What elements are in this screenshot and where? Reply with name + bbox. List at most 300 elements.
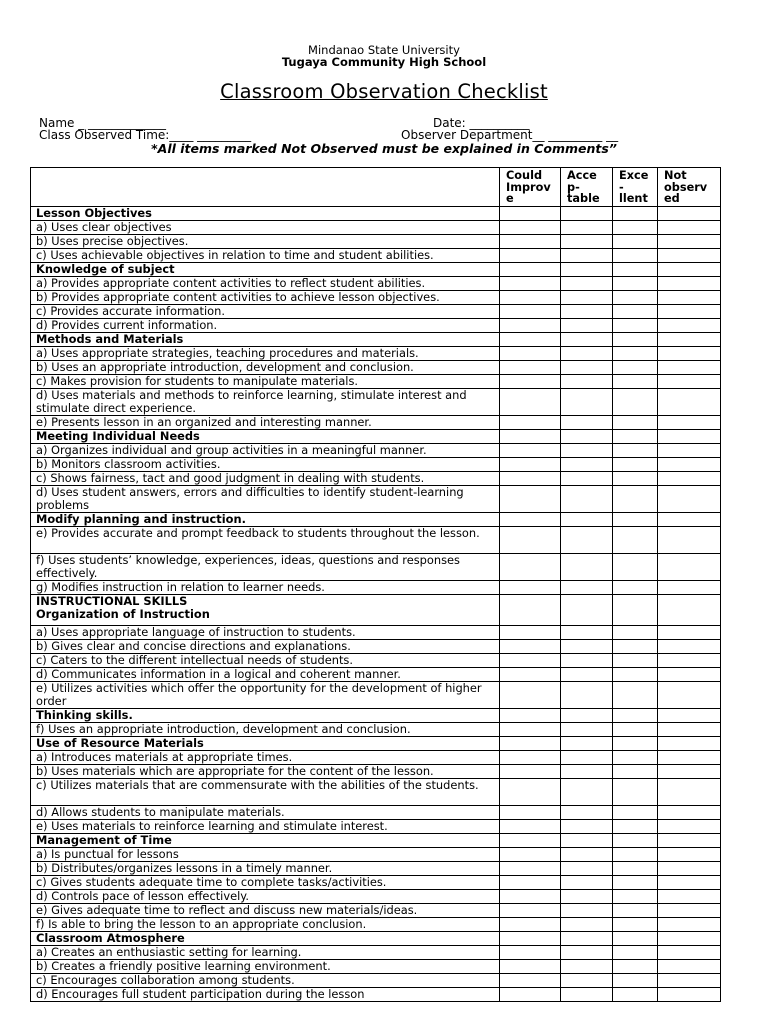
rating-cell-could-improve[interactable]	[500, 526, 561, 553]
observation-checklist-table	[30, 167, 721, 1002]
criteria-text: f) Uses students’ knowledge, experiences, ideas, questions and responses effectively.	[31, 553, 500, 580]
rating-cell-excellent	[613, 931, 658, 945]
rating-cell-excellent[interactable]	[613, 360, 658, 374]
rating-cell-acceptable[interactable]	[561, 653, 613, 667]
rating-cell-not-observed[interactable]	[658, 639, 721, 653]
criteria-row	[31, 805, 721, 819]
instruction-note: *All items marked Not Observed must be explained in Comments”	[151, 141, 617, 156]
rating-cell-excellent	[613, 833, 658, 847]
rating-cell-not-observed[interactable]	[658, 917, 721, 931]
criteria-row	[31, 917, 721, 931]
rating-cell-acceptable[interactable]	[561, 248, 613, 262]
school-name: Tugaya Community High School	[281, 55, 487, 69]
criteria-header	[31, 168, 500, 207]
criteria-row	[31, 220, 721, 234]
rating-cell-acceptable[interactable]	[561, 625, 613, 639]
section-heading: Management of Time	[31, 833, 500, 847]
rating-cell-excellent[interactable]	[613, 276, 658, 290]
rating-cell-could-improve[interactable]	[500, 625, 561, 639]
rating-cell-not-observed	[658, 429, 721, 443]
rating-cell-acceptable[interactable]	[561, 750, 613, 764]
section-heading: Knowledge of subject	[31, 262, 500, 276]
rating-cell-could-improve	[500, 262, 561, 276]
rating-cell-could-improve[interactable]	[500, 485, 561, 512]
date-field[interactable]: Date: __________	[433, 116, 530, 130]
rating-cell-could-improve[interactable]	[500, 360, 561, 374]
rating-cell-not-observed[interactable]	[658, 276, 721, 290]
page-title: Classroom Observation Checklist	[220, 80, 548, 103]
rating-cell-not-observed[interactable]	[658, 526, 721, 553]
rating-cell-not-observed[interactable]	[658, 485, 721, 512]
section-heading: INSTRUCTIONAL SKILLS Organization of Instruction	[31, 594, 500, 625]
rating-cell-could-improve[interactable]	[500, 234, 561, 248]
rating-cell-could-improve	[500, 931, 561, 945]
rating-cell-acceptable[interactable]	[561, 318, 613, 332]
rating-cell-could-improve[interactable]	[500, 750, 561, 764]
rating-cell-excellent[interactable]	[613, 457, 658, 471]
criteria-text: a) Introduces materials at appropriate times.	[31, 750, 500, 764]
rating-cell-acceptable[interactable]	[561, 847, 613, 861]
rating-cell-acceptable[interactable]	[561, 639, 613, 653]
column-header-could-improve: Could Improv e	[500, 168, 561, 207]
criteria-row	[31, 471, 721, 485]
rating-cell-could-improve[interactable]	[500, 917, 561, 931]
rating-cell-excellent[interactable]	[613, 290, 658, 304]
rating-cell-excellent[interactable]	[613, 681, 658, 708]
rating-cell-could-improve[interactable]	[500, 653, 561, 667]
criteria-row	[31, 360, 721, 374]
rating-cell-not-observed[interactable]	[658, 374, 721, 388]
rating-cell-acceptable[interactable]	[561, 526, 613, 553]
criteria-text: a) Uses appropriate language of instruction to students.	[31, 625, 500, 639]
section-heading: Use of Resource Materials	[31, 736, 500, 750]
rating-cell-excellent[interactable]	[613, 653, 658, 667]
criteria-row	[31, 374, 721, 388]
class-time-field[interactable]: Class Observed Time:____ _________	[39, 128, 252, 142]
section-heading: Classroom Atmosphere	[31, 931, 500, 945]
rating-cell-could-improve	[500, 594, 561, 625]
criteria-text: b) Creates a friendly positive learning environment.	[31, 959, 500, 973]
university-name: Mindanao State University	[308, 43, 460, 57]
criteria-row	[31, 653, 721, 667]
rating-cell-acceptable[interactable]	[561, 987, 613, 1001]
observer-department-field[interactable]: Observer Department__ _________ __	[401, 128, 619, 142]
rating-cell-acceptable[interactable]	[561, 304, 613, 318]
rating-cell-not-observed	[658, 708, 721, 722]
criteria-text: c) Encourages collaboration among students.	[31, 973, 500, 987]
rating-cell-acceptable[interactable]	[561, 388, 613, 415]
rating-cell-acceptable	[561, 206, 613, 220]
section-row	[31, 708, 721, 722]
criteria-text: a) Is punctual for lessons	[31, 847, 500, 861]
section-heading: Meeting Individual Needs	[31, 429, 500, 443]
rating-cell-not-observed[interactable]	[658, 987, 721, 1001]
criteria-row	[31, 681, 721, 708]
rating-cell-excellent[interactable]	[613, 667, 658, 681]
rating-cell-excellent[interactable]	[613, 861, 658, 875]
rating-cell-excellent[interactable]	[613, 248, 658, 262]
rating-cell-excellent[interactable]	[613, 553, 658, 580]
rating-cell-acceptable[interactable]	[561, 722, 613, 736]
criteria-row	[31, 875, 721, 889]
rating-cell-excellent[interactable]	[613, 388, 658, 415]
rating-cell-not-observed[interactable]	[658, 959, 721, 973]
rating-cell-acceptable[interactable]	[561, 805, 613, 819]
criteria-row	[31, 959, 721, 973]
rating-cell-acceptable[interactable]	[561, 471, 613, 485]
rating-cell-not-observed[interactable]	[658, 234, 721, 248]
rating-cell-could-improve[interactable]	[500, 778, 561, 805]
rating-cell-excellent	[613, 736, 658, 750]
section-row	[31, 931, 721, 945]
criteria-text: d) Allows students to manipulate materials.	[31, 805, 500, 819]
rating-cell-not-observed[interactable]	[658, 667, 721, 681]
criteria-row	[31, 750, 721, 764]
criteria-row	[31, 234, 721, 248]
criteria-text: a) Provides appropriate content activities to reflect student abilities.	[31, 276, 500, 290]
rating-cell-excellent[interactable]	[613, 917, 658, 931]
section-row	[31, 206, 721, 220]
rating-cell-acceptable[interactable]	[561, 667, 613, 681]
rating-cell-not-observed[interactable]	[658, 681, 721, 708]
rating-cell-could-improve[interactable]	[500, 805, 561, 819]
criteria-row	[31, 903, 721, 917]
rating-cell-acceptable[interactable]	[561, 580, 613, 594]
rating-cell-not-observed	[658, 332, 721, 346]
rating-cell-acceptable[interactable]	[561, 457, 613, 471]
rating-cell-acceptable[interactable]	[561, 681, 613, 708]
rating-cell-not-observed[interactable]	[658, 457, 721, 471]
criteria-row	[31, 290, 721, 304]
rating-cell-not-observed[interactable]	[658, 625, 721, 639]
rating-cell-excellent[interactable]	[613, 889, 658, 903]
rating-cell-excellent[interactable]	[613, 903, 658, 917]
criteria-text: e) Presents lesson in an organized and interesting manner.	[31, 415, 500, 429]
rating-cell-not-observed[interactable]	[658, 861, 721, 875]
rating-cell-could-improve[interactable]	[500, 945, 561, 959]
rating-cell-not-observed[interactable]	[658, 847, 721, 861]
section-heading: Thinking skills.	[31, 708, 500, 722]
rating-cell-acceptable[interactable]	[561, 443, 613, 457]
rating-cell-excellent[interactable]	[613, 346, 658, 360]
rating-cell-could-improve	[500, 206, 561, 220]
rating-cell-could-improve[interactable]	[500, 415, 561, 429]
rating-cell-not-observed	[658, 594, 721, 625]
rating-cell-acceptable[interactable]	[561, 346, 613, 360]
rating-cell-not-observed[interactable]	[658, 973, 721, 987]
rating-cell-excellent[interactable]	[613, 764, 658, 778]
header-row	[31, 168, 721, 207]
rating-cell-could-improve[interactable]	[500, 290, 561, 304]
rating-cell-could-improve[interactable]	[500, 681, 561, 708]
rating-cell-not-observed[interactable]	[658, 653, 721, 667]
rating-cell-excellent[interactable]	[613, 443, 658, 457]
criteria-text: f) Uses an appropriate introduction, development and conclusion.	[31, 722, 500, 736]
rating-cell-could-improve	[500, 736, 561, 750]
rating-cell-could-improve[interactable]	[500, 819, 561, 833]
rating-cell-not-observed[interactable]	[658, 220, 721, 234]
rating-cell-excellent	[613, 429, 658, 443]
rating-cell-acceptable	[561, 262, 613, 276]
rating-cell-could-improve[interactable]	[500, 248, 561, 262]
rating-cell-not-observed	[658, 512, 721, 526]
rating-cell-could-improve[interactable]	[500, 722, 561, 736]
criteria-text: a) Creates an enthusiastic setting for learning.	[31, 945, 500, 959]
rating-cell-excellent[interactable]	[613, 415, 658, 429]
rating-cell-excellent[interactable]	[613, 625, 658, 639]
rating-cell-acceptable[interactable]	[561, 917, 613, 931]
rating-cell-not-observed[interactable]	[658, 388, 721, 415]
rating-cell-could-improve[interactable]	[500, 471, 561, 485]
criteria-text: b) Provides appropriate content activities to achieve lesson objectives.	[31, 290, 500, 304]
rating-cell-not-observed[interactable]	[658, 553, 721, 580]
criteria-text: b) Distributes/organizes lessons in a timely manner.	[31, 861, 500, 875]
rating-cell-not-observed[interactable]	[658, 318, 721, 332]
rating-cell-acceptable[interactable]	[561, 875, 613, 889]
rating-cell-not-observed	[658, 833, 721, 847]
rating-cell-not-observed[interactable]	[658, 722, 721, 736]
criteria-text: d) Controls pace of lesson effectively.	[31, 889, 500, 903]
rating-cell-could-improve[interactable]	[500, 987, 561, 1001]
criteria-row	[31, 388, 721, 415]
rating-cell-could-improve[interactable]	[500, 443, 561, 457]
rating-cell-could-improve[interactable]	[500, 889, 561, 903]
rating-cell-could-improve[interactable]	[500, 457, 561, 471]
rating-cell-not-observed	[658, 262, 721, 276]
criteria-row	[31, 415, 721, 429]
section-row	[31, 736, 721, 750]
rating-cell-not-observed[interactable]	[658, 750, 721, 764]
rating-cell-acceptable[interactable]	[561, 360, 613, 374]
rating-cell-could-improve[interactable]	[500, 875, 561, 889]
criteria-text: d) Communicates information in a logical and coherent manner.	[31, 667, 500, 681]
rating-cell-acceptable[interactable]	[561, 290, 613, 304]
rating-cell-not-observed	[658, 736, 721, 750]
criteria-text: a) Uses clear objectives	[31, 220, 500, 234]
rating-cell-excellent[interactable]	[613, 639, 658, 653]
criteria-row	[31, 973, 721, 987]
rating-cell-not-observed[interactable]	[658, 346, 721, 360]
rating-cell-could-improve[interactable]	[500, 374, 561, 388]
criteria-text: b) Uses materials which are appropriate for the content of the lesson.	[31, 764, 500, 778]
criteria-row	[31, 722, 721, 736]
criteria-row	[31, 987, 721, 1001]
section-heading: Lesson Objectives	[31, 206, 500, 220]
rating-cell-could-improve[interactable]	[500, 959, 561, 973]
rating-cell-excellent[interactable]	[613, 580, 658, 594]
column-header-acceptable: Acce p- table	[561, 168, 613, 207]
rating-cell-could-improve[interactable]	[500, 388, 561, 415]
criteria-text: c) Provides accurate information.	[31, 304, 500, 318]
rating-cell-excellent	[613, 594, 658, 625]
rating-cell-acceptable[interactable]	[561, 234, 613, 248]
criteria-text: b) Monitors classroom activities.	[31, 457, 500, 471]
rating-cell-excellent	[613, 206, 658, 220]
rating-cell-not-observed	[658, 931, 721, 945]
criteria-row	[31, 819, 721, 833]
criteria-text: e) Gives adequate time to reflect and discuss new materials/ideas.	[31, 903, 500, 917]
rating-cell-excellent[interactable]	[613, 318, 658, 332]
rating-cell-acceptable	[561, 332, 613, 346]
rating-cell-excellent[interactable]	[613, 526, 658, 553]
rating-cell-acceptable[interactable]	[561, 903, 613, 917]
rating-cell-acceptable	[561, 708, 613, 722]
rating-cell-excellent[interactable]	[613, 234, 658, 248]
rating-cell-acceptable[interactable]	[561, 415, 613, 429]
column-header-not-observed: Not observ ed	[658, 168, 721, 207]
rating-cell-acceptable[interactable]	[561, 485, 613, 512]
rating-cell-could-improve[interactable]	[500, 553, 561, 580]
checklist-body	[31, 206, 721, 1001]
rating-cell-not-observed[interactable]	[658, 415, 721, 429]
rating-cell-excellent	[613, 512, 658, 526]
rating-cell-excellent[interactable]	[613, 819, 658, 833]
rating-cell-excellent[interactable]	[613, 304, 658, 318]
rating-cell-excellent[interactable]	[613, 485, 658, 512]
criteria-text: e) Utilizes activities which offer the opportunity for the development of higher order	[31, 681, 500, 708]
rating-cell-not-observed[interactable]	[658, 304, 721, 318]
section-heading: Modify planning and instruction.	[31, 512, 500, 526]
rating-cell-could-improve[interactable]	[500, 861, 561, 875]
rating-cell-acceptable	[561, 736, 613, 750]
rating-cell-could-improve[interactable]	[500, 276, 561, 290]
criteria-row	[31, 457, 721, 471]
rating-cell-acceptable	[561, 429, 613, 443]
rating-cell-could-improve[interactable]	[500, 220, 561, 234]
criteria-row	[31, 443, 721, 457]
criteria-text: e) Uses materials to reinforce learning and stimulate interest.	[31, 819, 500, 833]
rating-cell-not-observed	[658, 206, 721, 220]
rating-cell-excellent[interactable]	[613, 778, 658, 805]
criteria-text: c) Makes provision for students to manipulate materials.	[31, 374, 500, 388]
criteria-row	[31, 346, 721, 360]
rating-cell-excellent[interactable]	[613, 374, 658, 388]
rating-cell-acceptable[interactable]	[561, 276, 613, 290]
rating-cell-could-improve	[500, 429, 561, 443]
rating-cell-excellent[interactable]	[613, 987, 658, 1001]
rating-cell-not-observed[interactable]	[658, 805, 721, 819]
rating-cell-not-observed[interactable]	[658, 778, 721, 805]
criteria-text: f) Is able to bring the lesson to an appropriate conclusion.	[31, 917, 500, 931]
criteria-text: c) Gives students adequate time to complete tasks/activities.	[31, 875, 500, 889]
rating-cell-could-improve[interactable]	[500, 903, 561, 917]
rating-cell-acceptable[interactable]	[561, 945, 613, 959]
rating-cell-excellent	[613, 332, 658, 346]
rating-cell-could-improve[interactable]	[500, 973, 561, 987]
rating-cell-excellent[interactable]	[613, 973, 658, 987]
criteria-row	[31, 248, 721, 262]
rating-cell-acceptable[interactable]	[561, 553, 613, 580]
rating-cell-excellent[interactable]	[613, 847, 658, 861]
rating-cell-acceptable[interactable]	[561, 374, 613, 388]
criteria-row	[31, 945, 721, 959]
rating-cell-could-improve	[500, 708, 561, 722]
criteria-text: a) Organizes individual and group activities in a meaningful manner.	[31, 443, 500, 457]
rating-cell-acceptable[interactable]	[561, 819, 613, 833]
rating-cell-acceptable	[561, 833, 613, 847]
rating-cell-excellent[interactable]	[613, 805, 658, 819]
criteria-text: c) Uses achievable objectives in relation to time and student abilities.	[31, 248, 500, 262]
rating-cell-excellent[interactable]	[613, 750, 658, 764]
rating-cell-not-observed[interactable]	[658, 290, 721, 304]
rating-cell-could-improve[interactable]	[500, 667, 561, 681]
criteria-text: a) Uses appropriate strategies, teaching procedures and materials.	[31, 346, 500, 360]
rating-cell-could-improve[interactable]	[500, 639, 561, 653]
rating-cell-not-observed[interactable]	[658, 903, 721, 917]
rating-cell-not-observed[interactable]	[658, 875, 721, 889]
rating-cell-could-improve[interactable]	[500, 346, 561, 360]
section-row	[31, 332, 721, 346]
rating-cell-could-improve[interactable]	[500, 580, 561, 594]
rating-cell-not-observed[interactable]	[658, 819, 721, 833]
rating-cell-excellent[interactable]	[613, 945, 658, 959]
criteria-row	[31, 861, 721, 875]
rating-cell-acceptable	[561, 931, 613, 945]
rating-cell-excellent	[613, 708, 658, 722]
criteria-text: c) Utilizes materials that are commensurate with the abilities of the students.	[31, 778, 500, 805]
rating-cell-could-improve[interactable]	[500, 318, 561, 332]
rating-cell-acceptable	[561, 594, 613, 625]
rating-cell-acceptable[interactable]	[561, 959, 613, 973]
rating-cell-excellent[interactable]	[613, 959, 658, 973]
criteria-row	[31, 847, 721, 861]
rating-cell-acceptable[interactable]	[561, 889, 613, 903]
rating-cell-not-observed[interactable]	[658, 443, 721, 457]
rating-cell-could-improve[interactable]	[500, 764, 561, 778]
criteria-row	[31, 304, 721, 318]
criteria-text: b) Uses an appropriate introduction, development and conclusion.	[31, 360, 500, 374]
rating-cell-not-observed[interactable]	[658, 360, 721, 374]
criteria-row	[31, 667, 721, 681]
rating-cell-not-observed[interactable]	[658, 889, 721, 903]
name-field[interactable]: Name _ _____________	[39, 116, 167, 130]
rating-cell-excellent[interactable]	[613, 471, 658, 485]
criteria-text: d) Encourages full student participation during the lesson	[31, 987, 500, 1001]
rating-cell-acceptable[interactable]	[561, 861, 613, 875]
criteria-text: d) Uses student answers, errors and difficulties to identify student-learning problems	[31, 485, 500, 512]
criteria-row	[31, 553, 721, 580]
criteria-row	[31, 639, 721, 653]
rating-cell-excellent[interactable]	[613, 722, 658, 736]
criteria-row	[31, 276, 721, 290]
section-row	[31, 833, 721, 847]
rating-cell-could-improve[interactable]	[500, 847, 561, 861]
rating-cell-acceptable[interactable]	[561, 778, 613, 805]
criteria-text: b) Uses precise objectives.	[31, 234, 500, 248]
rating-cell-not-observed[interactable]	[658, 248, 721, 262]
criteria-row	[31, 625, 721, 639]
rating-cell-excellent[interactable]	[613, 875, 658, 889]
criteria-text: d) Provides current information.	[31, 318, 500, 332]
rating-cell-acceptable[interactable]	[561, 220, 613, 234]
rating-cell-acceptable[interactable]	[561, 973, 613, 987]
rating-cell-not-observed[interactable]	[658, 945, 721, 959]
rating-cell-not-observed[interactable]	[658, 471, 721, 485]
criteria-text: d) Uses materials and methods to reinforce learning, stimulate interest and stimulate direct experience.	[31, 388, 500, 415]
criteria-text: c) Caters to the different intellectual needs of students.	[31, 653, 500, 667]
criteria-row	[31, 485, 721, 512]
criteria-text: c) Shows fairness, tact and good judgment in dealing with students.	[31, 471, 500, 485]
criteria-row	[31, 526, 721, 553]
rating-cell-not-observed[interactable]	[658, 580, 721, 594]
rating-cell-acceptable[interactable]	[561, 764, 613, 778]
rating-cell-excellent[interactable]	[613, 220, 658, 234]
rating-cell-could-improve	[500, 332, 561, 346]
criteria-text: b) Gives clear and concise directions and explanations.	[31, 639, 500, 653]
criteria-row	[31, 764, 721, 778]
rating-cell-could-improve[interactable]	[500, 304, 561, 318]
rating-cell-not-observed[interactable]	[658, 764, 721, 778]
